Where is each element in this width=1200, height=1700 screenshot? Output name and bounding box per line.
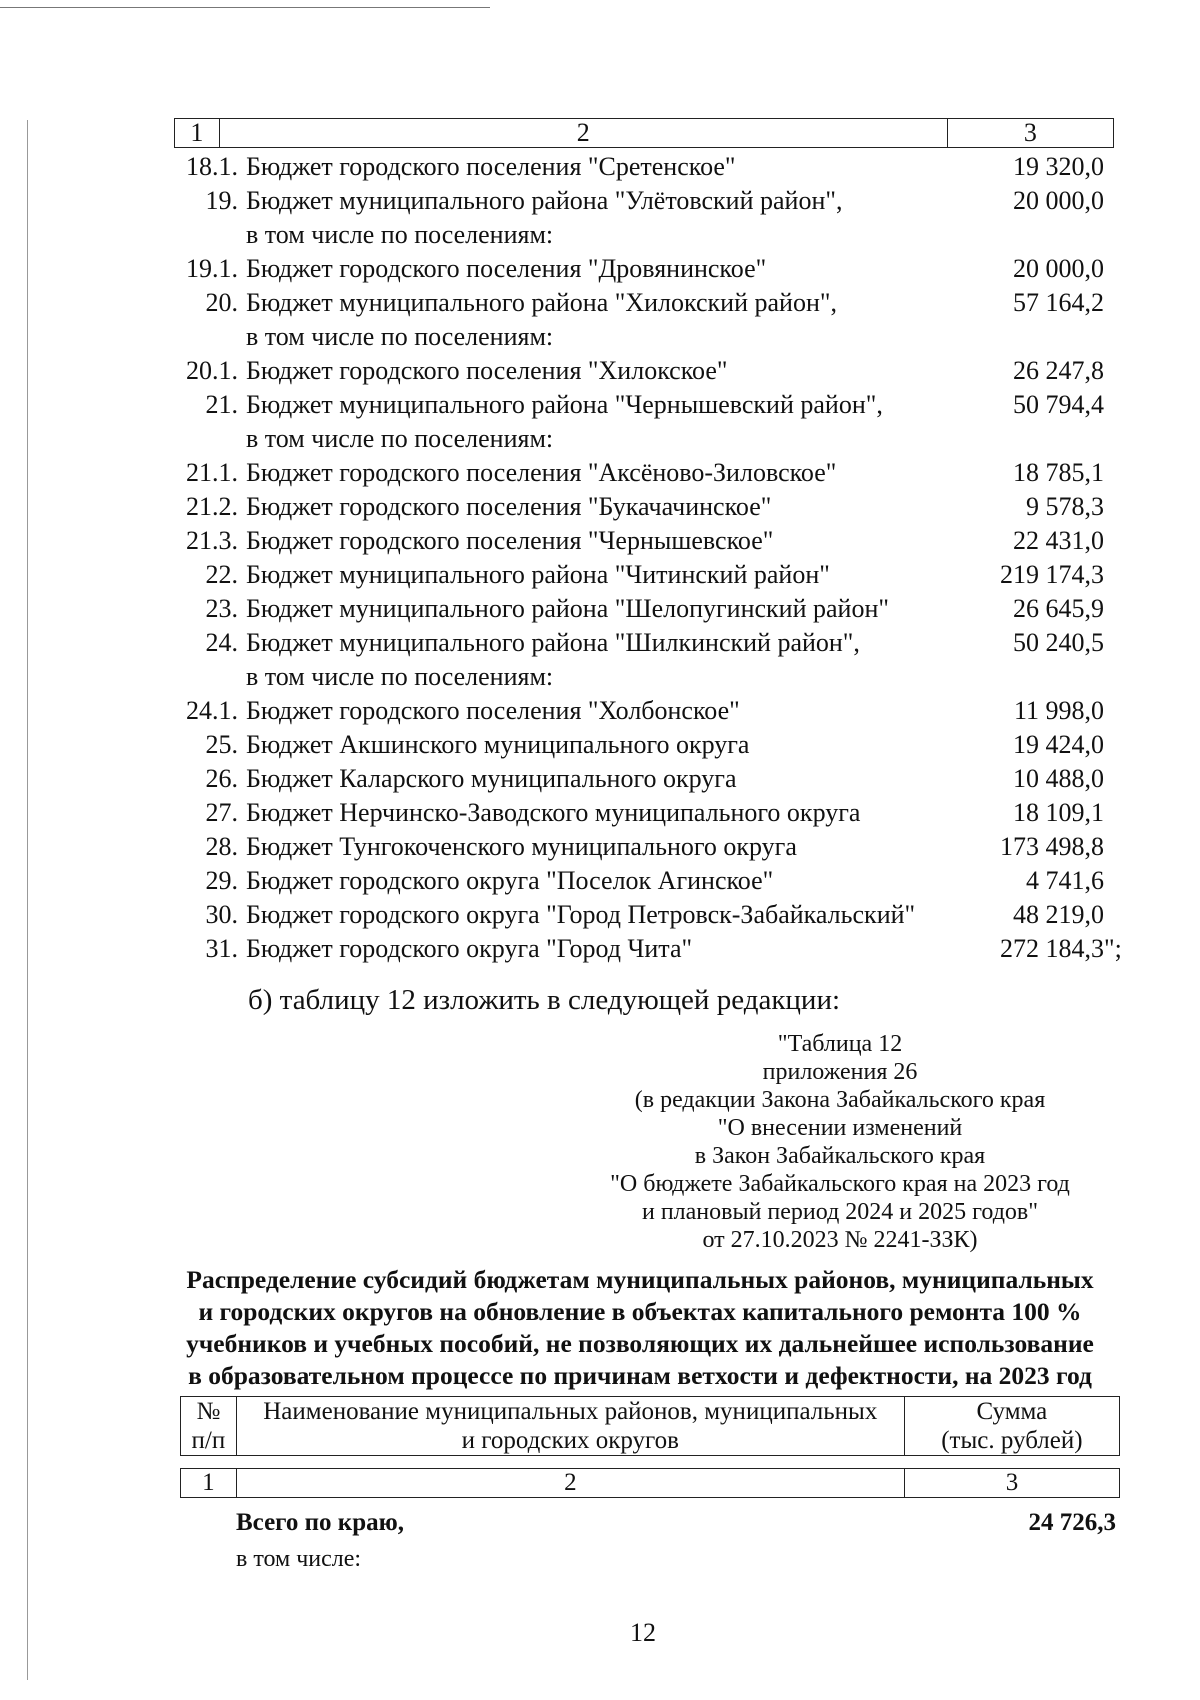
row-name: Бюджет Акшинского муниципального округа <box>246 730 750 759</box>
column-header-sum: Сумма (тыс. рублей) <box>904 1397 1119 1456</box>
row-value: 22 431,0 <box>1013 526 1104 555</box>
row-number: 28. <box>205 832 238 861</box>
row-name: Бюджет муниципального района "Шилкинский район", <box>246 628 860 657</box>
row-suffix <box>1104 524 1134 558</box>
table-row <box>174 728 1134 762</box>
total-row <box>236 1506 1116 1540</box>
row-name: Бюджет городского поселения "Дровянинское" <box>246 254 767 283</box>
row-name: Бюджет городского поселения "Чернышевское" <box>246 526 774 555</box>
total-label: Всего по краю, <box>236 1509 404 1536</box>
table1-header <box>174 118 1114 148</box>
row-name: Бюджет муниципального района "Чернышевский район", <box>246 390 883 419</box>
row-suffix <box>1104 830 1134 864</box>
table-row <box>174 286 1134 320</box>
row-value <box>936 422 1104 456</box>
row-value: 57 164,2 <box>1013 288 1104 317</box>
row-name: Бюджет городского поселения "Сретенское" <box>246 152 736 181</box>
table-row <box>174 490 1134 524</box>
row-value <box>936 660 1104 694</box>
row-number: 20.1. <box>186 356 238 385</box>
row-suffix <box>1104 728 1134 762</box>
row-suffix <box>1104 490 1134 524</box>
table-annotation <box>580 1030 1100 1254</box>
row-suffix <box>1104 898 1134 932</box>
row-suffix <box>1104 320 1134 354</box>
table-row <box>174 456 1134 490</box>
annotation-line: приложения 26 <box>762 1059 918 1085</box>
scan-artifact-line <box>0 7 490 8</box>
row-number: 20. <box>205 288 238 317</box>
annotation-line: "О бюджете Забайкальского края на 2023 год <box>610 1171 1070 1197</box>
row-name: Бюджет муниципального района "Хилокский район", <box>246 288 837 317</box>
row-number: 29. <box>205 866 238 895</box>
row-suffix <box>1104 388 1134 422</box>
row-name: Бюджет муниципального района "Читинский район" <box>246 560 830 589</box>
annotation-line: (в редакции Закона Забайкальского края <box>634 1087 1046 1113</box>
row-name: Бюджет муниципального района "Улётовский район", <box>246 186 843 215</box>
row-number <box>174 320 238 354</box>
row-value: 50 794,4 <box>1013 390 1104 419</box>
row-name: в том числе по поселениям: <box>246 662 554 691</box>
table-row <box>174 796 1134 830</box>
row-number: 30. <box>205 900 238 929</box>
annotation-line: "Таблица 12 <box>777 1031 903 1057</box>
row-suffix: "; <box>1104 934 1122 963</box>
column-number-cell: 2 <box>219 119 947 148</box>
row-number <box>174 218 238 252</box>
row-number: 27. <box>205 798 238 827</box>
title-line: учебников и учебных пособий, не позволяющих их дальнейшее использование <box>186 1329 1094 1358</box>
table-row <box>174 660 1134 694</box>
row-number: 19.1. <box>186 254 238 283</box>
row-value: 26 247,8 <box>1013 356 1104 385</box>
table2-header <box>180 1396 1120 1456</box>
row-name: Бюджет Каларского муниципального округа <box>246 764 737 793</box>
table-row <box>174 830 1134 864</box>
row-value: 11 998,0 <box>1013 696 1104 725</box>
row-value: 18 109,1 <box>1013 798 1104 827</box>
row-value: 48 219,0 <box>1013 900 1104 929</box>
including-label: в том числе: <box>236 1546 362 1572</box>
table-row <box>174 150 1134 184</box>
annotation-line: "О внесении изменений <box>717 1115 963 1141</box>
row-name: Бюджет городского поселения "Хилокское" <box>246 356 728 385</box>
row-suffix <box>1104 252 1134 286</box>
row-number: 21.2. <box>186 492 238 521</box>
page-number: 12 <box>630 1618 656 1647</box>
row-suffix <box>1104 218 1134 252</box>
row-name: Бюджет городского округа "Поселок Агинское" <box>246 866 774 895</box>
column-number-cell: 2 <box>236 1469 904 1498</box>
row-value <box>936 218 1104 252</box>
table-row <box>174 184 1134 218</box>
row-name: Бюджет городского поселения "Букачачинское" <box>246 492 772 521</box>
title-line: и городских округов на обновление в объектах капитального ремонта 100 % <box>198 1297 1082 1326</box>
table-row <box>174 524 1134 558</box>
column-number-cell: 3 <box>904 1469 1119 1498</box>
row-value: 219 174,3 <box>1000 560 1104 589</box>
row-name: Бюджет городского округа "Город Чита" <box>246 934 693 963</box>
row-value: 272 184,3 <box>1000 934 1104 963</box>
annotation-line: в Закон Забайкальского края <box>694 1143 986 1169</box>
table2-column-numbers <box>180 1468 1120 1498</box>
row-value: 18 785,1 <box>1013 458 1104 487</box>
row-suffix <box>1104 592 1134 626</box>
row-value: 20 000,0 <box>1013 186 1104 215</box>
row-value: 26 645,9 <box>1013 594 1104 623</box>
title-line: Распределение субсидий бюджетам муниципальных районов, муниципальных <box>186 1265 1094 1294</box>
table-row <box>174 626 1134 660</box>
row-number: 26. <box>205 764 238 793</box>
column-number-cell: 3 <box>947 119 1113 148</box>
row-name: Бюджет городского округа "Город Петровск-Забайкальский" <box>246 900 916 929</box>
row-suffix <box>1104 796 1134 830</box>
table-row <box>174 694 1134 728</box>
annotation-line: от 27.10.2023 № 2241-ЗЗК) <box>702 1227 978 1253</box>
table-row <box>174 864 1134 898</box>
table-row <box>174 762 1134 796</box>
instruction-text: б) таблицу 12 изложить в следующей редакции: <box>248 984 841 1016</box>
row-suffix <box>1104 286 1134 320</box>
column-number-cell: 1 <box>181 1469 237 1498</box>
table-row <box>174 558 1134 592</box>
row-number <box>174 422 238 456</box>
row-suffix <box>1104 422 1134 456</box>
row-suffix <box>1104 354 1134 388</box>
row-number: 31. <box>205 934 238 963</box>
row-name: в том числе по поселениям: <box>246 220 554 249</box>
row-number: 22. <box>205 560 238 589</box>
row-suffix <box>1104 626 1134 660</box>
row-number: 25. <box>205 730 238 759</box>
table-row <box>174 592 1134 626</box>
table-row <box>174 252 1134 286</box>
row-number: 23. <box>205 594 238 623</box>
table-row <box>174 898 1134 932</box>
row-name: в том числе по поселениям: <box>246 424 554 453</box>
scan-artifact-line <box>27 120 28 1680</box>
row-suffix <box>1104 558 1134 592</box>
row-name: Бюджет городского поселения "Аксёново-Зиловское" <box>246 458 837 487</box>
row-number: 24.1. <box>186 696 238 725</box>
row-value: 173 498,8 <box>1000 832 1104 861</box>
row-suffix <box>1104 150 1134 184</box>
row-name: в том числе по поселениям: <box>246 322 554 351</box>
row-value <box>936 320 1104 354</box>
table-row <box>174 422 1134 456</box>
title-line: в образовательном процессе по причинам ветхости и дефектности, на 2023 год <box>188 1361 1092 1390</box>
row-name: Бюджет муниципального района "Шелопугинский район" <box>246 594 889 623</box>
table-row <box>174 388 1134 422</box>
row-suffix <box>1104 184 1134 218</box>
row-number: 21.3. <box>186 526 238 555</box>
table-row <box>174 218 1134 252</box>
table-row <box>174 932 1134 966</box>
row-number: 18.1. <box>186 152 238 181</box>
column-number-cell: 1 <box>175 119 220 148</box>
row-number: 19. <box>205 186 238 215</box>
row-value: 4 741,6 <box>1026 866 1104 895</box>
row-value: 50 240,5 <box>1013 628 1104 657</box>
row-number <box>174 660 238 694</box>
row-name: Бюджет Тунгокоченского муниципального округа <box>246 832 797 861</box>
row-suffix <box>1104 864 1134 898</box>
column-header-name: Наименование муниципальных районов, муниципальных и городских округов <box>236 1397 904 1456</box>
annotation-line: и плановый период 2024 и 2025 годов" <box>641 1199 1039 1225</box>
table-row <box>174 320 1134 354</box>
row-suffix <box>1104 694 1134 728</box>
row-number: 21. <box>205 390 238 419</box>
row-value: 10 488,0 <box>1013 764 1104 793</box>
table-row <box>174 354 1134 388</box>
row-value: 9 578,3 <box>1026 492 1104 521</box>
row-name: Бюджет городского поселения "Холбонское" <box>246 696 740 725</box>
row-number: 24. <box>205 628 238 657</box>
row-value: 19 320,0 <box>1013 152 1104 181</box>
row-suffix <box>1104 762 1134 796</box>
table1-body <box>174 150 1134 966</box>
section-title <box>160 1264 1120 1392</box>
row-name: Бюджет Нерчинско-Заводского муниципального округа <box>246 798 861 827</box>
row-suffix <box>1104 660 1134 694</box>
row-value: 19 424,0 <box>1013 730 1104 759</box>
row-value: 20 000,0 <box>1013 254 1104 283</box>
total-value: 24 726,3 <box>1028 1509 1116 1536</box>
row-suffix <box>1104 456 1134 490</box>
row-number: 21.1. <box>186 458 238 487</box>
column-header-number: № п/п <box>181 1397 237 1456</box>
